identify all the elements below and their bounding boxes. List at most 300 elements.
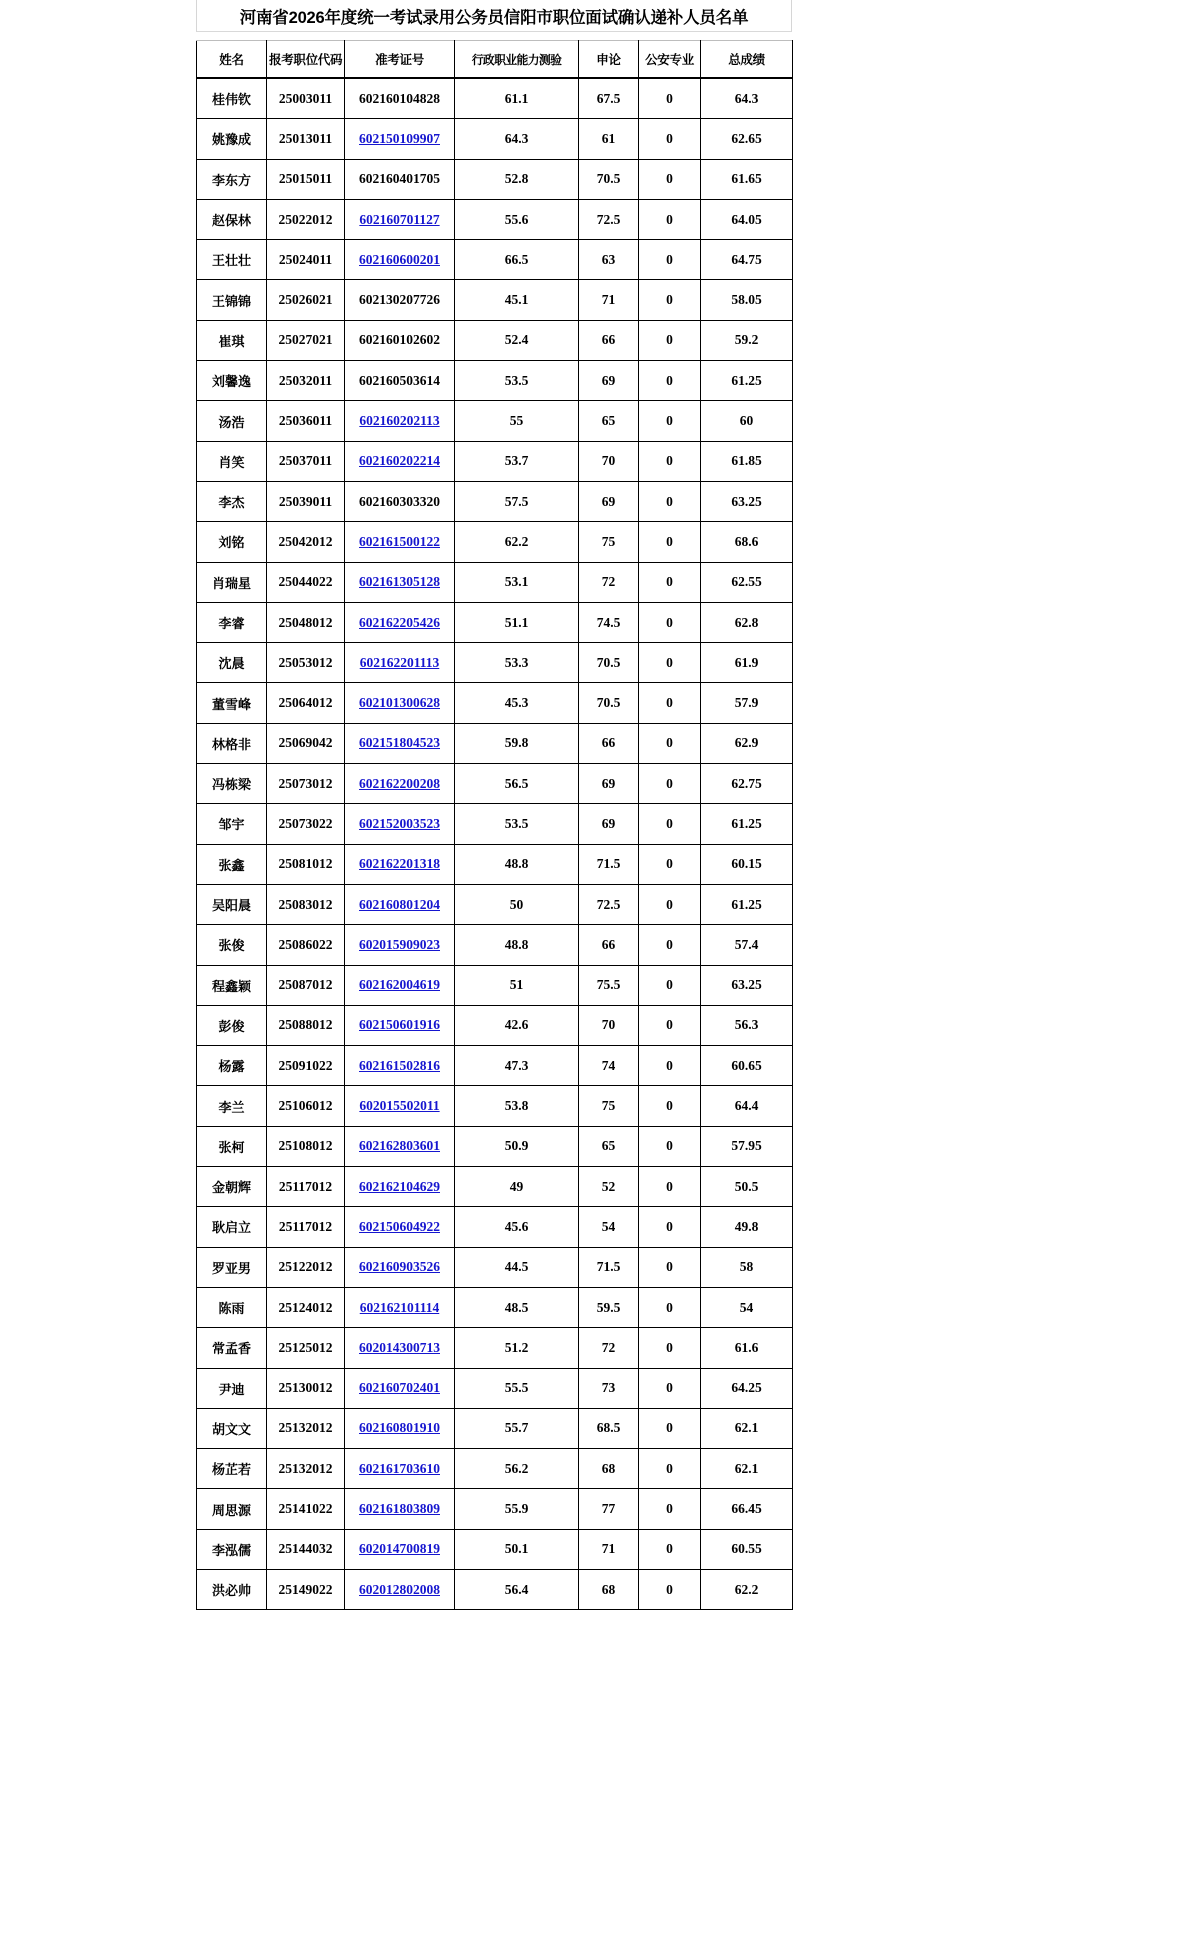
exam-number-link[interactable]: 602015909023 [359,936,440,952]
cell-essay-score: 69 [579,361,639,401]
cell-candidate-name: 沈晨 [197,643,267,683]
column-header-total-score: 总成绩 [701,41,793,79]
cell-administrative-aptitude-score: 53.3 [455,643,579,683]
cell-position-code: 25032011 [267,361,345,401]
cell-essay-score: 61 [579,119,639,159]
exam-number-link[interactable]: 602162205426 [359,614,440,630]
cell-candidate-name: 刘铭 [197,522,267,562]
cell-position-code: 25130012 [267,1368,345,1408]
cell-administrative-aptitude-score: 53.8 [455,1086,579,1126]
cell-essay-score: 72 [579,562,639,602]
cell-police-specialty-score: 0 [639,361,701,401]
cell-candidate-name: 赵保林 [197,199,267,239]
cell-exam-number[interactable] [345,1489,455,1529]
cell-police-specialty-score: 0 [639,1569,701,1609]
table-row [197,522,793,562]
cell-exam-number[interactable] [345,884,455,924]
cell-exam-number[interactable] [345,401,455,441]
column-header-exam-number: 准考证号 [345,41,455,79]
exam-number-link[interactable]: 602014700819 [359,1541,440,1557]
cell-candidate-name: 杨露 [197,1046,267,1086]
table-row [197,320,793,360]
cell-exam-number[interactable] [345,723,455,763]
cell-police-specialty-score: 0 [639,1328,701,1368]
cell-candidate-name: 桂伟钦 [197,78,267,119]
cell-administrative-aptitude-score: 48.8 [455,844,579,884]
cell-total-score: 57.9 [701,683,793,723]
table-row [197,1287,793,1327]
cell-total-score: 62.65 [701,119,793,159]
cell-total-score: 60.55 [701,1529,793,1569]
table-row [197,280,793,320]
exam-number-link[interactable]: 602150109907 [359,130,440,146]
cell-police-specialty-score: 0 [639,804,701,844]
cell-total-score: 56.3 [701,1005,793,1045]
cell-exam-number[interactable] [345,119,455,159]
exam-number-link[interactable]: 602160701127 [359,211,440,227]
cell-candidate-name: 肖瑞星 [197,562,267,602]
cell-essay-score: 72.5 [579,884,639,924]
exam-number-link[interactable]: 602015502011 [359,1098,440,1114]
cell-candidate-name: 林格非 [197,723,267,763]
cell-exam-number[interactable] [345,764,455,804]
cell-position-code: 25087012 [267,965,345,1005]
cell-essay-score: 72 [579,1328,639,1368]
cell-candidate-name: 崔琪 [197,320,267,360]
exam-number-link[interactable]: 602160202113 [359,413,440,429]
cell-exam-number[interactable] [345,1046,455,1086]
table-row [197,602,793,642]
cell-exam-number[interactable] [345,1328,455,1368]
exam-number-text: 602130207726 [359,292,440,308]
table-row [197,481,793,521]
cell-administrative-aptitude-score: 55.5 [455,1368,579,1408]
table-row [197,884,793,924]
exam-number-text: 602160401705 [359,171,440,187]
cell-police-specialty-score: 0 [639,1287,701,1327]
table-row [197,844,793,884]
cell-administrative-aptitude-score: 62.2 [455,522,579,562]
exam-number-link[interactable]: 602160202214 [359,453,440,469]
cell-essay-score: 68 [579,1569,639,1609]
column-header-police-specialty: 公安专业 [639,41,701,79]
exam-number-link[interactable]: 602160903526 [359,1259,440,1275]
cell-candidate-name: 李睿 [197,602,267,642]
table-body [197,78,793,1610]
cell-exam-number[interactable] [345,965,455,1005]
cell-total-score: 62.2 [701,1569,793,1609]
exam-number-link[interactable]: 602162200208 [359,775,440,791]
cell-candidate-name: 李东方 [197,159,267,199]
exam-number-link[interactable]: 602162201318 [359,856,440,872]
cell-exam-number[interactable] [345,1408,455,1448]
exam-number-link[interactable]: 602162104629 [359,1178,440,1194]
table-row [197,240,793,280]
cell-essay-score: 75 [579,522,639,562]
cell-position-code: 25044022 [267,562,345,602]
exam-number-link[interactable]: 602161703610 [359,1460,440,1476]
cell-position-code: 25015011 [267,159,345,199]
cell-exam-number[interactable] [345,1086,455,1126]
exam-number-link[interactable]: 602160801910 [359,1420,440,1436]
cell-exam-number[interactable] [345,1207,455,1247]
cell-exam-number[interactable] [345,441,455,481]
cell-total-score: 62.55 [701,562,793,602]
cell-essay-score: 72.5 [579,199,639,239]
cell-administrative-aptitude-score: 56.4 [455,1569,579,1609]
cell-position-code: 25053012 [267,643,345,683]
cell-total-score: 62.1 [701,1449,793,1489]
cell-administrative-aptitude-score: 51.2 [455,1328,579,1368]
cell-essay-score: 71 [579,1529,639,1569]
roster-document [196,0,792,1610]
cell-total-score: 60 [701,401,793,441]
table-row [197,159,793,199]
cell-administrative-aptitude-score: 53.5 [455,804,579,844]
table-row [197,1569,793,1609]
cell-administrative-aptitude-score: 45.1 [455,280,579,320]
cell-exam-number[interactable] [345,1569,455,1609]
cell-police-specialty-score: 0 [639,1167,701,1207]
cell-administrative-aptitude-score: 50.1 [455,1529,579,1569]
table-row [197,965,793,1005]
cell-position-code: 25083012 [267,884,345,924]
cell-candidate-name: 张俊 [197,925,267,965]
cell-police-specialty-score: 0 [639,884,701,924]
cell-essay-score: 65 [579,1126,639,1166]
cell-candidate-name: 李兰 [197,1086,267,1126]
table-row [197,78,793,119]
cell-total-score: 63.25 [701,481,793,521]
cell-exam-number[interactable] [345,1449,455,1489]
cell-position-code: 25042012 [267,522,345,562]
cell-total-score: 62.8 [701,602,793,642]
cell-exam-number[interactable] [345,925,455,965]
cell-essay-score: 66 [579,723,639,763]
cell-police-specialty-score: 0 [639,1408,701,1448]
cell-exam-number[interactable] [345,1368,455,1408]
cell-total-score: 60.15 [701,844,793,884]
cell-police-specialty-score: 0 [639,1368,701,1408]
cell-essay-score: 69 [579,481,639,521]
interview-supplement-roster-table [196,40,793,1610]
cell-administrative-aptitude-score: 51 [455,965,579,1005]
cell-candidate-name: 周思源 [197,1489,267,1529]
cell-administrative-aptitude-score: 55.7 [455,1408,579,1448]
cell-essay-score: 63 [579,240,639,280]
cell-position-code: 25003011 [267,78,345,119]
cell-police-specialty-score: 0 [639,643,701,683]
cell-total-score: 63.25 [701,965,793,1005]
cell-essay-score: 59.5 [579,1287,639,1327]
cell-essay-score: 65 [579,401,639,441]
cell-position-code: 25027021 [267,320,345,360]
table-row [197,723,793,763]
cell-essay-score: 73 [579,1368,639,1408]
table-row [197,119,793,159]
cell-position-code: 25117012 [267,1207,345,1247]
cell-administrative-aptitude-score: 42.6 [455,1005,579,1045]
cell-administrative-aptitude-score: 53.7 [455,441,579,481]
cell-position-code: 25132012 [267,1449,345,1489]
cell-total-score: 62.75 [701,764,793,804]
cell-candidate-name: 彭俊 [197,1005,267,1045]
cell-total-score: 50.5 [701,1167,793,1207]
cell-exam-number[interactable] [345,1247,455,1287]
cell-essay-score: 71.5 [579,844,639,884]
cell-position-code: 25073022 [267,804,345,844]
table-row [197,1368,793,1408]
cell-total-score: 54 [701,1287,793,1327]
title-table-spacer [196,32,792,40]
cell-exam-number[interactable] [345,1005,455,1045]
cell-exam-number[interactable] [345,199,455,239]
cell-position-code: 25026021 [267,280,345,320]
cell-administrative-aptitude-score: 55 [455,401,579,441]
cell-administrative-aptitude-score: 55.9 [455,1489,579,1529]
cell-essay-score: 74 [579,1046,639,1086]
cell-police-specialty-score: 0 [639,441,701,481]
cell-police-specialty-score: 0 [639,119,701,159]
cell-position-code: 25022012 [267,199,345,239]
exam-number-link[interactable]: 602151804523 [359,735,440,751]
cell-exam-number [345,280,455,320]
cell-position-code: 25088012 [267,1005,345,1045]
cell-police-specialty-score: 0 [639,723,701,763]
cell-exam-number[interactable] [345,643,455,683]
cell-candidate-name: 冯栋梁 [197,764,267,804]
cell-police-specialty-score: 0 [639,1247,701,1287]
cell-essay-score: 69 [579,764,639,804]
cell-essay-score: 70.5 [579,159,639,199]
cell-candidate-name: 陈雨 [197,1287,267,1327]
document-title-bar [196,0,792,32]
exam-number-link[interactable]: 602160801204 [359,896,440,912]
cell-administrative-aptitude-score: 48.8 [455,925,579,965]
cell-administrative-aptitude-score: 56.5 [455,764,579,804]
cell-position-code: 25125012 [267,1328,345,1368]
cell-exam-number [345,159,455,199]
exam-number-link[interactable]: 602162201113 [359,654,440,670]
exam-number-text: 602160303320 [359,493,440,509]
exam-number-link[interactable]: 602161803809 [359,1501,440,1517]
cell-administrative-aptitude-score: 48.5 [455,1287,579,1327]
cell-police-specialty-score: 0 [639,602,701,642]
cell-essay-score: 52 [579,1167,639,1207]
cell-position-code: 25073012 [267,764,345,804]
cell-candidate-name: 金朝辉 [197,1167,267,1207]
cell-police-specialty-score: 0 [639,562,701,602]
cell-police-specialty-score: 0 [639,240,701,280]
cell-candidate-name: 王壮壮 [197,240,267,280]
cell-police-specialty-score: 0 [639,965,701,1005]
cell-total-score: 49.8 [701,1207,793,1247]
cell-essay-score: 68 [579,1449,639,1489]
exam-number-text: 602160102602 [359,332,440,348]
cell-candidate-name: 尹迪 [197,1368,267,1408]
cell-exam-number[interactable] [345,804,455,844]
exam-number-text: 602160104828 [359,90,440,106]
cell-total-score: 64.05 [701,199,793,239]
cell-total-score: 64.75 [701,240,793,280]
table-row [197,1489,793,1529]
cell-candidate-name: 李杰 [197,481,267,521]
cell-total-score: 64.4 [701,1086,793,1126]
cell-exam-number[interactable] [345,240,455,280]
cell-candidate-name: 程鑫颖 [197,965,267,1005]
exam-number-link[interactable]: 602162803601 [359,1138,440,1154]
cell-total-score: 62.1 [701,1408,793,1448]
exam-number-link[interactable]: 602012802008 [359,1581,440,1597]
cell-total-score: 61.65 [701,159,793,199]
exam-number-link[interactable]: 602162004619 [359,977,440,993]
table-row [197,1529,793,1569]
cell-administrative-aptitude-score: 49 [455,1167,579,1207]
cell-total-score: 57.4 [701,925,793,965]
cell-police-specialty-score: 0 [639,764,701,804]
exam-number-link[interactable]: 602150601916 [359,1017,440,1033]
cell-administrative-aptitude-score: 45.3 [455,683,579,723]
table-header [197,41,793,79]
cell-exam-number[interactable] [345,602,455,642]
exam-number-link[interactable]: 602014300713 [359,1339,440,1355]
cell-police-specialty-score: 0 [639,320,701,360]
cell-police-specialty-score: 0 [639,683,701,723]
cell-essay-score: 69 [579,804,639,844]
cell-administrative-aptitude-score: 51.1 [455,602,579,642]
cell-essay-score: 70 [579,1005,639,1045]
cell-essay-score: 70.5 [579,643,639,683]
cell-total-score: 61.85 [701,441,793,481]
cell-exam-number[interactable] [345,562,455,602]
cell-administrative-aptitude-score: 50.9 [455,1126,579,1166]
table-row [197,401,793,441]
cell-position-code: 25036011 [267,401,345,441]
table-row [197,1086,793,1126]
exam-number-link[interactable]: 602162101114 [359,1299,440,1315]
cell-essay-score: 70.5 [579,683,639,723]
cell-position-code: 25132012 [267,1408,345,1448]
cell-administrative-aptitude-score: 59.8 [455,723,579,763]
cell-administrative-aptitude-score: 61.1 [455,78,579,119]
cell-position-code: 25149022 [267,1569,345,1609]
cell-essay-score: 67.5 [579,78,639,119]
table-row [197,925,793,965]
cell-candidate-name: 杨芷若 [197,1449,267,1489]
exam-number-link[interactable]: 602161502816 [359,1057,440,1073]
cell-police-specialty-score: 0 [639,1126,701,1166]
cell-administrative-aptitude-score: 55.6 [455,199,579,239]
cell-police-specialty-score: 0 [639,481,701,521]
table-row [197,1247,793,1287]
cell-total-score: 61.25 [701,361,793,401]
cell-police-specialty-score: 0 [639,1207,701,1247]
cell-position-code: 25069042 [267,723,345,763]
cell-essay-score: 66 [579,925,639,965]
cell-essay-score: 74.5 [579,602,639,642]
cell-candidate-name: 邹宇 [197,804,267,844]
exam-number-link[interactable]: 602152003523 [359,815,440,831]
cell-position-code: 25144032 [267,1529,345,1569]
cell-administrative-aptitude-score: 57.5 [455,481,579,521]
table-row [197,764,793,804]
cell-exam-number[interactable] [345,1126,455,1166]
table-row [197,1046,793,1086]
table-row [197,441,793,481]
cell-exam-number[interactable] [345,1287,455,1327]
table-row [197,1328,793,1368]
cell-exam-number[interactable] [345,1167,455,1207]
cell-administrative-aptitude-score: 45.6 [455,1207,579,1247]
exam-number-link[interactable]: 602161305128 [359,574,440,590]
cell-essay-score: 71 [579,280,639,320]
cell-total-score: 61.9 [701,643,793,683]
cell-total-score: 60.65 [701,1046,793,1086]
cell-total-score: 58 [701,1247,793,1287]
cell-police-specialty-score: 0 [639,1086,701,1126]
cell-candidate-name: 吴阳晨 [197,884,267,924]
column-header-essay: 申论 [579,41,639,79]
cell-position-code: 25108012 [267,1126,345,1166]
cell-candidate-name: 汤浩 [197,401,267,441]
cell-candidate-name: 肖笑 [197,441,267,481]
cell-administrative-aptitude-score: 53.1 [455,562,579,602]
cell-candidate-name: 常孟香 [197,1328,267,1368]
cell-administrative-aptitude-score: 56.2 [455,1449,579,1489]
cell-position-code: 25081012 [267,844,345,884]
cell-exam-number[interactable] [345,844,455,884]
cell-essay-score: 71.5 [579,1247,639,1287]
table-row [197,1408,793,1448]
cell-position-code: 25086022 [267,925,345,965]
cell-position-code: 25124012 [267,1287,345,1327]
cell-administrative-aptitude-score: 50 [455,884,579,924]
exam-number-link[interactable]: 602101300628 [359,695,440,711]
exam-number-link[interactable]: 602150604922 [359,1218,440,1234]
table-row [197,804,793,844]
page-title: 河南省2026年度统一考试录用公务员信阳市职位面试确认递补人员名单 [239,8,749,27]
cell-exam-number[interactable] [345,522,455,562]
table-row [197,1167,793,1207]
cell-administrative-aptitude-score: 47.3 [455,1046,579,1086]
exam-number-link[interactable]: 602161500122 [359,533,440,549]
cell-candidate-name: 洪必帅 [197,1569,267,1609]
cell-total-score: 64.3 [701,78,793,119]
cell-exam-number[interactable] [345,683,455,723]
cell-police-specialty-score: 0 [639,844,701,884]
column-header-administrative-aptitude: 行政职业能力测验 [455,41,579,79]
cell-position-code: 25013011 [267,119,345,159]
cell-total-score: 57.95 [701,1126,793,1166]
cell-total-score: 62.9 [701,723,793,763]
cell-essay-score: 77 [579,1489,639,1529]
cell-position-code: 25122012 [267,1247,345,1287]
table-row [197,361,793,401]
cell-exam-number[interactable] [345,1529,455,1569]
cell-candidate-name: 张柯 [197,1126,267,1166]
exam-number-link[interactable]: 602160600201 [359,251,440,267]
cell-position-code: 25064012 [267,683,345,723]
cell-total-score: 59.2 [701,320,793,360]
cell-exam-number [345,361,455,401]
cell-exam-number [345,320,455,360]
cell-essay-score: 68.5 [579,1408,639,1448]
cell-total-score: 68.6 [701,522,793,562]
cell-police-specialty-score: 0 [639,159,701,199]
cell-candidate-name: 张鑫 [197,844,267,884]
table-row [197,683,793,723]
exam-number-link[interactable]: 602160702401 [359,1380,440,1396]
